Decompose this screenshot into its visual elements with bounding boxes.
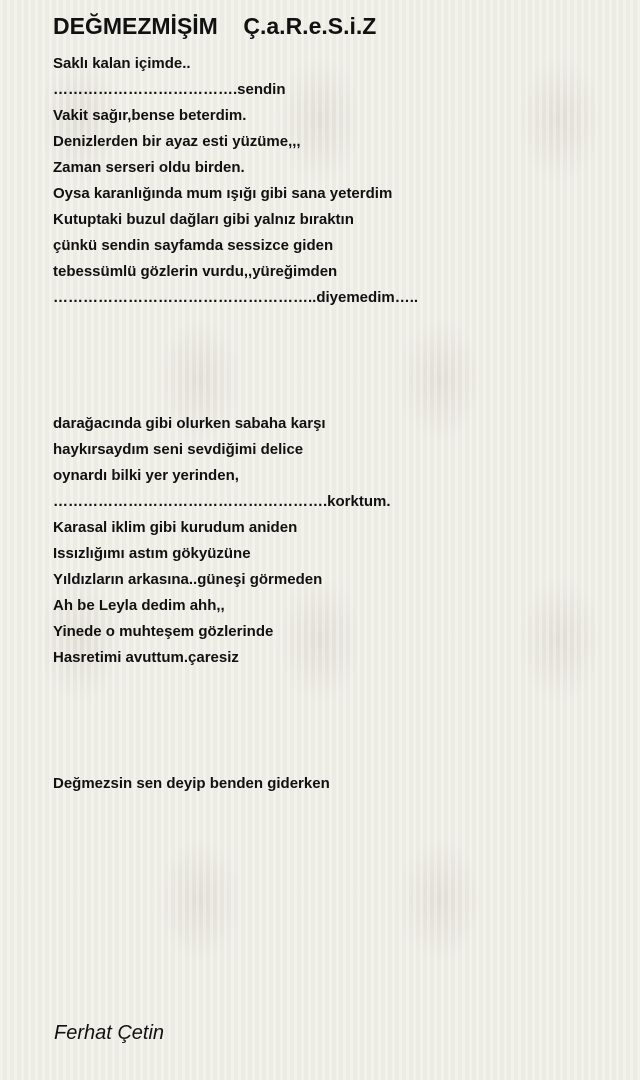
poem-line: Oysa karanlığında mum ışığı gibi sana yeterdim: [53, 185, 393, 202]
poem-line: Yinede o muhteşem gözlerinde: [53, 623, 274, 640]
poem-line: çünkü sendin sayfamda sessizce giden: [53, 237, 334, 254]
poem-line: Ah be Leyla dedim ahh,,: [53, 597, 225, 614]
poem-line: ……………………………………………..diyemedim…..: [53, 289, 419, 306]
poem-title: DEĞMEZMİŞİM Ç.a.R.e.S.i.Z: [53, 13, 377, 39]
stanza-3: [53, 771, 330, 797]
poem-line: Denizlerden bir ayaz esti yüzüme,,,: [53, 133, 301, 150]
poem-line: tebessümlü gözlerin vurdu,,yüreğimden: [53, 263, 338, 280]
poem-line: ……………………………….sendin: [53, 81, 286, 98]
poem-line: Değmezsin sen deyip benden giderken: [53, 775, 330, 792]
poem-line: Saklı kalan içimde..: [53, 55, 191, 72]
stanza-2: [53, 411, 391, 671]
poem-line: Yıldızların arkasına..güneşi görmeden: [53, 571, 323, 588]
poem-line: Karasal iklim gibi kurudum aniden: [53, 519, 298, 536]
poem-line: Kutuptaki buzul dağları gibi yalnız bıraktın: [53, 211, 354, 228]
stanza-1: [53, 51, 418, 311]
poem-line: Zaman serseri oldu birden.: [53, 159, 245, 176]
poem-line: darağacında gibi olurken sabaha karşı: [53, 415, 326, 432]
poem-line: Vakit sağır,bense beterdim.: [53, 107, 247, 124]
poem-line: ……………………………………………….korktum.: [53, 493, 391, 510]
poem-line: haykırsaydım seni sevdiğimi delice: [53, 441, 304, 458]
poem-line: oynardı bilki yer yerinden,: [53, 467, 239, 484]
author-name: Ferhat Çetin: [54, 1022, 165, 1044]
poem-line: Issızlığımı astım gökyüzüne: [53, 545, 251, 562]
poem-line: Hasretimi avuttum.çaresiz: [53, 649, 239, 666]
